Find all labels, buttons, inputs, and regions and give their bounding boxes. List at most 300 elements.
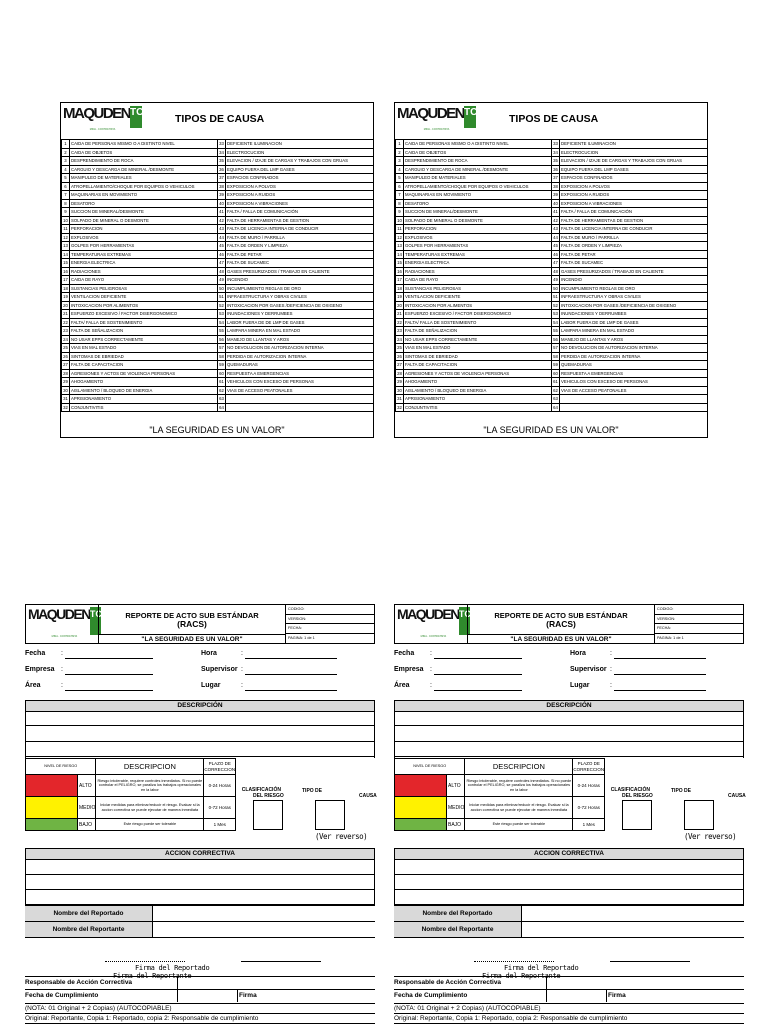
nombre-reportado-row[interactable]: Nombre del Reportado (25, 906, 375, 922)
causa-number: 22 (63, 319, 68, 325)
causa-description: ENERGIA ELECTRICA (70, 259, 218, 268)
causa-description: LAMPARA MINERA EN MAL ESTADO (226, 327, 374, 336)
causa-row (62, 208, 374, 217)
tipo-causa-box[interactable] (315, 800, 345, 830)
causa-description: NO DEVOLUCION DE AUTORIZACION INTERNA (226, 344, 374, 353)
causa-number: 41 (553, 209, 558, 215)
causa-number: 36 (553, 166, 558, 172)
causa-number: 26 (63, 353, 68, 359)
accion-line[interactable] (395, 860, 743, 875)
causa-description: EXPOSICION A RUIDOS (226, 191, 374, 200)
causa-description: VIAS EN MAL ESTADO (70, 344, 218, 353)
causa-description: AGRESIONES Y ACTOS DE VIOLENCIA PERSONAS (404, 369, 552, 378)
causa-number: 18 (397, 285, 402, 291)
descripcion-line[interactable] (26, 712, 374, 726)
causa-number: 38 (219, 183, 224, 189)
accion-line[interactable] (26, 875, 374, 890)
causa-row (62, 216, 374, 225)
causa-row (62, 284, 374, 293)
causa-description: ELECTROCUCION (226, 148, 374, 157)
causa-description: GOLPES POR HERRAMIENTAS (70, 242, 218, 251)
causa-row (62, 182, 374, 191)
causa-row (396, 293, 708, 302)
causa-description: PERDIDA DE AUTORIZACION INTERNA (560, 352, 708, 361)
tipos-de-causa-card-left (60, 102, 374, 438)
causa-number: 64 (553, 404, 558, 410)
causa-description: ATROPELLAMIENTO/CHOQUE POR EQUIPOS O VEHICULOS (70, 182, 218, 191)
causa-number: 23 (397, 328, 402, 334)
firma-reportado-label: Firma del Reportado (504, 964, 579, 972)
nombre-reportante-row[interactable]: Nombre del Reportante (394, 922, 744, 938)
responsable-row[interactable]: Responsable de Acción Correctiva (394, 976, 744, 989)
causa-row (62, 165, 374, 174)
descripcion-line[interactable] (395, 712, 743, 726)
causa-description: FALTA DE HERRAMIENTAS DE GESTION (560, 216, 708, 225)
causa-row (396, 233, 708, 242)
causa-description: VIAS DE ACCESO PEATONALES (226, 386, 374, 395)
risk-matrix: NIVEL DE RIESGO DESCRIPCION PLAZO DE CORRECCION ALTO Riesgo intolerable, requiere controles inmediatos. Si no puede controlar el PELIGRO, se paraliza los trabajos operacionales en la labor 0-24 Horas MEDIO Iniciar medidas para eliminar/reducir el riesgo. Evaluar si la accion correctiva se puede ejecutar de manera inmediata 0-72 Horas BAJO Este riesgo puede ser tolerable 1 Mes CLASIFICACIÓN DEL RIESGO TIPO DE CAUSA (25, 758, 375, 830)
causa-number: 60 (553, 370, 558, 376)
supervisor-field[interactable]: Supervisor : (201, 666, 375, 678)
causa-description: FALTA DE LICENCIA INTERNA DE CONDUCIR (560, 225, 708, 234)
causa-row (62, 293, 374, 302)
clasificacion-label: CLASIFICACIÓN DEL RIESGO (610, 787, 653, 799)
causa-description: VEHICULOS CON EXCESO DE PERSONAS (226, 378, 374, 387)
causa-row (396, 174, 708, 183)
causa-number: 32 (397, 404, 402, 410)
causa-number: 46 (553, 251, 558, 257)
causa-description: VIAS DE ACCESO PEATONALES (560, 386, 708, 395)
nota-copias: (NOTA: 01 Original + 2 Copias) (AUTOCOPIABLE) Original: Reportante, Copia 1: Reportado, copia 2: Responsable de cumplimiento (394, 1003, 744, 1024)
empresa-field[interactable]: Empresa : (25, 666, 195, 678)
causa-description: CONJUNTIVITIS (70, 403, 218, 412)
clasificacion-box[interactable] (253, 800, 283, 830)
causa-description: CAIDA DE PERSONAS MISMO O A DISTINTO NIVEL (404, 140, 552, 149)
causa-number: 24 (397, 336, 402, 342)
causa-number: 56 (553, 336, 558, 342)
causa-number: 23 (63, 328, 68, 334)
causa-number: 57 (553, 345, 558, 351)
causa-number: 51 (219, 294, 224, 300)
causa-number: 9 (62, 208, 70, 217)
area-field[interactable]: Área : (394, 682, 564, 694)
causa-description: GASES PRESURIZADOS / TRABAJO EN CALIENTE (560, 267, 708, 276)
causa-description: FALTA / FALLA DE COMUNICACIÓN (560, 208, 708, 217)
causa-description: INCENDIO (560, 276, 708, 285)
company-logo: MAQUDEN TC MINA - CONTRATISTA (397, 105, 478, 131)
causas-table (61, 139, 374, 412)
causa-description: SUSTANCIAS PELIGROSAS (404, 284, 552, 293)
causa-description: MANEJO DE LLANTAS Y AROS (226, 335, 374, 344)
header-fields (394, 650, 744, 700)
causa-description: EQUIPO FUERA DEL LMP GASES (560, 165, 708, 174)
clasificacion-label: CLASIFICACIÓN DEL RIESGO (241, 787, 284, 799)
causa-number: 58 (219, 353, 224, 359)
causa-row (62, 174, 374, 183)
causa-description: FALTA DE HERRAMIENTAS DE GESTION (226, 216, 374, 225)
causa-number: 33 (553, 141, 558, 147)
causa-number: 22 (397, 319, 402, 325)
names-section (394, 905, 744, 938)
risk-color-bajo (395, 819, 447, 831)
causa-description: FALTA DE SUCAMEC (226, 259, 374, 268)
causa-description: INFRAESTRUCTURA Y OBRAS CIVILES (226, 293, 374, 302)
accion-line[interactable] (395, 875, 743, 890)
causa-number: 44 (219, 234, 224, 240)
causa-number: 29 (397, 379, 402, 385)
causa-description: INUNDACIONES Y DERRUMBES (560, 310, 708, 319)
causa-description: DEFICIENTE ILUMINACION (226, 140, 374, 149)
causa-description: VENTILACION DEFICIENTE (70, 293, 218, 302)
lugar-field[interactable]: Lugar : (570, 682, 744, 694)
causa-description: TEMPERATURAS EXTREMAS (404, 250, 552, 259)
causa-description: DESATORO (404, 199, 552, 208)
causa-description: EXPOSICION A VIBRACIONES (560, 199, 708, 208)
causa-number: 15 (397, 260, 402, 266)
racs-slogan: "LA SEGURIDAD ES UN VALOR" (98, 635, 286, 644)
causa-row (396, 284, 708, 293)
causa-number: 25 (63, 345, 68, 351)
causa-number: 2 (396, 148, 404, 157)
causa-description: SINTOMAS DE EBRIEDAD (404, 352, 552, 361)
accion-correctiva-section: ACCION CORRECTIVA (394, 848, 744, 905)
causa-description: LABOR FUERA DE DE LMP DE GASES (226, 318, 374, 327)
causa-row (396, 199, 708, 208)
causa-number: 12 (397, 234, 402, 240)
causa-number: 21 (63, 311, 68, 317)
causa-description: FALTA/ FALLA DE SOSTENIMIENTO (404, 318, 552, 327)
company-logo: MAQUDEN TC MINA - CONTRATISTA (63, 105, 144, 131)
causa-number: 55 (219, 328, 224, 334)
causa-description: EXPOSICION A VIBRACIONES (226, 199, 374, 208)
accion-line[interactable] (26, 860, 374, 875)
tipos-de-causa-card-right (394, 102, 708, 438)
causa-description: FALTA DE LICENCIA INTERNA DE CONDUCIR (226, 225, 374, 234)
causa-number: 36 (219, 166, 224, 172)
causa-number: 6 (396, 182, 404, 191)
causa-description: FALTA DE CAPACITACION (70, 361, 218, 370)
causa-number: 29 (63, 379, 68, 385)
causa-row (396, 352, 708, 361)
names-section (25, 905, 375, 938)
descripcion-line[interactable] (26, 742, 374, 757)
causa-row (62, 148, 374, 157)
causa-description: FALTA / FALLA DE COMUNICACIÓN (226, 208, 374, 217)
company-logo: MAQUDEN TC MINA - CONTRATISTA (28, 606, 102, 638)
causa-description: INCUMPLIMIENTO REGLAS DE ORO (226, 284, 374, 293)
causa-row (396, 318, 708, 327)
causa-description: DESPRENDIMIENTO DE ROCA (70, 157, 218, 166)
causa-description: ELEVACION / IZAJE DE CARGAS Y TRABAJOS CON GRUAS (560, 157, 708, 166)
tipo-de-label: TIPO DE (302, 788, 323, 794)
racs-title: REPORTE DE ACTO SUB ESTÁNDAR (RACS) (467, 605, 655, 635)
tipos-title: TIPOS DE CAUSA (175, 113, 265, 125)
causa-row (62, 395, 374, 404)
tipo-de-label: TIPO DE (671, 788, 692, 794)
causa-row (396, 165, 708, 174)
causa-description (226, 403, 374, 412)
causa-label: CAUSA (728, 793, 746, 799)
causa-row (396, 276, 708, 285)
firma-reportado-label: Firma del Reportado (135, 964, 210, 972)
causa-number: 59 (553, 362, 558, 368)
fecha-cumplimiento-row[interactable]: Fecha de Cumplimiento Firma (394, 989, 744, 1002)
nota-copias: (NOTA: 01 Original + 2 Copias) (AUTOCOPIABLE) Original: Reportante, Copia 1: Reportado, copia 2: Responsable de cumplimiento (25, 1003, 375, 1024)
causa-number: 35 (219, 158, 224, 164)
causa-number: 61 (219, 379, 224, 385)
risk-color-medio (26, 797, 78, 819)
causa-number: 63 (219, 396, 224, 402)
causa-description: PERFORACION (404, 225, 552, 234)
accion-line[interactable] (26, 890, 374, 905)
causa-number: 34 (219, 149, 224, 155)
causa-description: FALTA DE PETAR (226, 250, 374, 259)
nombre-reportante-row[interactable]: Nombre del Reportante (25, 922, 375, 938)
causa-number: 10 (397, 217, 402, 223)
fecha-field[interactable]: Fecha : (25, 650, 195, 662)
causa-row (396, 208, 708, 217)
causa-number: 9 (396, 208, 404, 217)
causa-description: SUSTANCIAS PELIGROSAS (70, 284, 218, 293)
causa-description: CAIDA DE OBJETOS (404, 148, 552, 157)
causa-description: DESATORO (70, 199, 218, 208)
ver-reverso: (Ver reverso) (684, 832, 737, 841)
causa-description: CARGUIO Y DESCARGA DE MINERAL /DESMONTE (70, 165, 218, 174)
accion-line[interactable] (395, 890, 743, 905)
nombre-reportado-row[interactable]: Nombre del Reportado (394, 906, 744, 922)
causa-description: AGRESIONES Y ACTOS DE VIOLENCIA PERSONAS (70, 369, 218, 378)
causa-number: 24 (63, 336, 68, 342)
causa-number: 4 (62, 165, 70, 174)
fecha-field[interactable]: Fecha : (394, 650, 564, 662)
firmas-section (394, 937, 744, 980)
causa-number: 10 (63, 217, 68, 223)
causa-description: GOLPES POR HERRAMIENTAS (404, 242, 552, 251)
causa-description: LABOR FUERA DE DE LMP DE GASES (560, 318, 708, 327)
causa-number: 33 (219, 141, 224, 147)
causa-number: 32 (63, 404, 68, 410)
causa-description: EXPOSICION A POLVOS (560, 182, 708, 191)
hora-field[interactable]: Hora : (570, 650, 744, 662)
causa-description: VEHICULOS CON EXCESO DE PERSONAS (560, 378, 708, 387)
descripcion-line[interactable] (395, 742, 743, 757)
causa-number: 49 (553, 277, 558, 283)
causa-description: SUCCION DE MINERAL/DESMONTE (70, 208, 218, 217)
causa-number: 58 (553, 353, 558, 359)
slogan: "LA SEGURIDAD ES UN VALOR" (149, 425, 285, 435)
causa-description: QUEMADURAS (560, 361, 708, 370)
causa-number: 7 (62, 191, 70, 200)
causa-number: 7 (396, 191, 404, 200)
supervisor-field[interactable]: Supervisor : (570, 666, 744, 678)
causa-number: 61 (553, 379, 558, 385)
causa-row (396, 182, 708, 191)
causa-number: 42 (219, 217, 224, 223)
causa-description: VIAS EN MAL ESTADO (404, 344, 552, 353)
causa-row (62, 242, 374, 251)
document-meta: CODIGO: VERSION: FECHA: PAGINA: 1 de 1 (655, 605, 743, 643)
tipos-title: TIPOS DE CAUSA (509, 113, 599, 125)
causa-description: SOLPADO DE MINERAL O DESMONTE (70, 216, 218, 225)
causa-number: 27 (63, 362, 68, 368)
causa-number: 16 (397, 268, 402, 274)
causa-description: ESFUERZO EXCESIVO / FACTOR DISERGONOMICO (404, 310, 552, 319)
hora-field[interactable]: Hora : (201, 650, 375, 662)
causa-row (62, 318, 374, 327)
causa-number: 18 (63, 285, 68, 291)
causa-row (396, 140, 708, 149)
causa-number: 62 (553, 387, 558, 393)
fecha-cumplimiento-row[interactable]: Fecha de Cumplimiento Firma (25, 989, 375, 1002)
causa-description: SINTOMAS DE EBRIEDAD (70, 352, 218, 361)
causa-description: DESPRENDIMIENTO DE ROCA (404, 157, 552, 166)
causa-row (396, 395, 708, 404)
causa-number: 25 (397, 345, 402, 351)
tipo-causa-box[interactable] (684, 800, 714, 830)
causa-description: QUEMADURAS (226, 361, 374, 370)
causa-number: 51 (553, 294, 558, 300)
causa-number: 46 (219, 251, 224, 257)
causa-number: 2 (62, 148, 70, 157)
causa-description: PERDIDA DE AUTORIZACION INTERNA (226, 352, 374, 361)
causa-row (62, 157, 374, 166)
clasificacion-box[interactable] (622, 800, 652, 830)
causa-number: 39 (219, 192, 224, 198)
causa-description: ESPACIOS CONFINADOS (560, 174, 708, 183)
causa-number: 11 (63, 226, 68, 232)
area-field[interactable]: Área : (25, 682, 195, 694)
causa-row (62, 361, 374, 370)
causa-number: 40 (219, 200, 224, 206)
causa-description: SUCCION DE MINERAL/DESMONTE (404, 208, 552, 217)
causa-number: 12 (63, 234, 68, 240)
lugar-field[interactable]: Lugar : (201, 682, 375, 694)
causa-number: 53 (219, 311, 224, 317)
causa-description: NO USAR EPPS CORRECTAMENTE (70, 335, 218, 344)
causa-description: FALTA DE CAPACITACION (404, 361, 552, 370)
causa-number: 31 (397, 396, 402, 402)
causa-description: INUNDACIONES Y DERRUMBES (226, 310, 374, 319)
responsable-row[interactable]: Responsable de Acción Correctiva (25, 976, 375, 989)
causa-number: 52 (219, 302, 224, 308)
causa-row (396, 335, 708, 344)
causa-row (62, 369, 374, 378)
causa-number: 13 (63, 243, 68, 249)
causa-description: INTOXICACION POR GASES /DEFICIENCIA DE OXIGENO (226, 301, 374, 310)
ver-reverso: (Ver reverso) (315, 832, 368, 841)
causa-number: 15 (63, 260, 68, 266)
causa-number: 63 (553, 396, 558, 402)
causa-row (396, 378, 708, 387)
causa-description: MAQUINARIAS EN MOVIMIENTO (404, 191, 552, 200)
causa-row (396, 386, 708, 395)
causa-row (62, 335, 374, 344)
causa-number: 30 (397, 387, 402, 393)
causa-row (396, 259, 708, 268)
causa-row (396, 148, 708, 157)
causa-number: 8 (396, 199, 404, 208)
header-fields (25, 650, 375, 700)
causa-description: FALTA DE ORDEN Y LIMPIEZA (560, 242, 708, 251)
causa-number: 38 (553, 183, 558, 189)
causa-number: 14 (63, 251, 68, 257)
empresa-field[interactable]: Empresa : (394, 666, 564, 678)
causa-row (396, 301, 708, 310)
causa-description: ESPACIOS CONFINADOS (226, 174, 374, 183)
causa-row (62, 386, 374, 395)
causa-description: ESFUERZO EXCESIVO / FACTOR DISERGONOMICO (70, 310, 218, 319)
causa-number: 19 (63, 294, 68, 300)
causa-description: CAIDA DE RAYO (70, 276, 218, 285)
causa-row (396, 267, 708, 276)
causa-description: EXPLOSIVOS (404, 233, 552, 242)
causa-number: 8 (62, 199, 70, 208)
causa-description: FALTA DE SUCAMEC (560, 259, 708, 268)
causa-description: FALTA DE MURO / PARRILLA (560, 233, 708, 242)
causa-description: EXPOSICION A POLVOS (226, 182, 374, 191)
causa-description: VENTILACION DEFICIENTE (404, 293, 552, 302)
causa-number: 5 (396, 174, 404, 183)
responsable-section (394, 976, 744, 1002)
causa-description: NO USAR EPPS CORRECTAMENTE (404, 335, 552, 344)
causa-number: 40 (553, 200, 558, 206)
causa-number: 48 (219, 268, 224, 274)
descripcion-line[interactable] (26, 726, 374, 742)
causa-description: DEFICIENTE ILUMINACION (560, 140, 708, 149)
document-meta: CODIGO: VERSION: FECHA: PAGINA: 1 de 1 (286, 605, 374, 643)
causa-row (62, 191, 374, 200)
causa-row (62, 310, 374, 319)
causa-number: 17 (63, 277, 68, 283)
causa-description: ENERGIA ELECTRICA (404, 259, 552, 268)
causa-description: FALTA DE ORDEN Y LIMPIEZA (226, 242, 374, 251)
causa-number: 16 (63, 268, 68, 274)
racs-header (394, 604, 744, 644)
causa-number: 34 (553, 149, 558, 155)
causa-row (62, 344, 374, 353)
causa-row (62, 301, 374, 310)
causa-number: 62 (219, 387, 224, 393)
causa-number: 41 (219, 209, 224, 215)
causa-number: 31 (63, 396, 68, 402)
descripcion-line[interactable] (395, 726, 743, 742)
causa-number: 6 (62, 182, 70, 191)
causa-description: EXPLOSIVOS (70, 233, 218, 242)
causa-number: 50 (219, 285, 224, 291)
causa-description: EQUIPO FUERA DEL LMP GASES (226, 165, 374, 174)
causa-number: 30 (63, 387, 68, 393)
causa-description: APRISIONAMIENTO (404, 395, 552, 404)
causa-description: FALTA DE SEÑALIZACION (70, 327, 218, 336)
causa-row (62, 199, 374, 208)
causa-description: INTOXICACION POR ALIMENTOS (70, 301, 218, 310)
causa-row (62, 267, 374, 276)
racs-title: REPORTE DE ACTO SUB ESTÁNDAR (RACS) (98, 605, 286, 635)
causa-description (226, 395, 374, 404)
descripcion-section: DESCRIPCIÓN (394, 700, 744, 758)
causa-number: 21 (397, 311, 402, 317)
causa-row (62, 250, 374, 259)
causa-description: RESPUESTA A EMERGENCIAS (560, 369, 708, 378)
risk-color-alto (395, 775, 447, 797)
causa-number: 4 (396, 165, 404, 174)
causa-description: RADIACIONES (404, 267, 552, 276)
causa-description (560, 403, 708, 412)
causa-row (62, 259, 374, 268)
causa-description: FALTA DE PETAR (560, 250, 708, 259)
causa-row (62, 378, 374, 387)
causa-number: 47 (553, 260, 558, 266)
